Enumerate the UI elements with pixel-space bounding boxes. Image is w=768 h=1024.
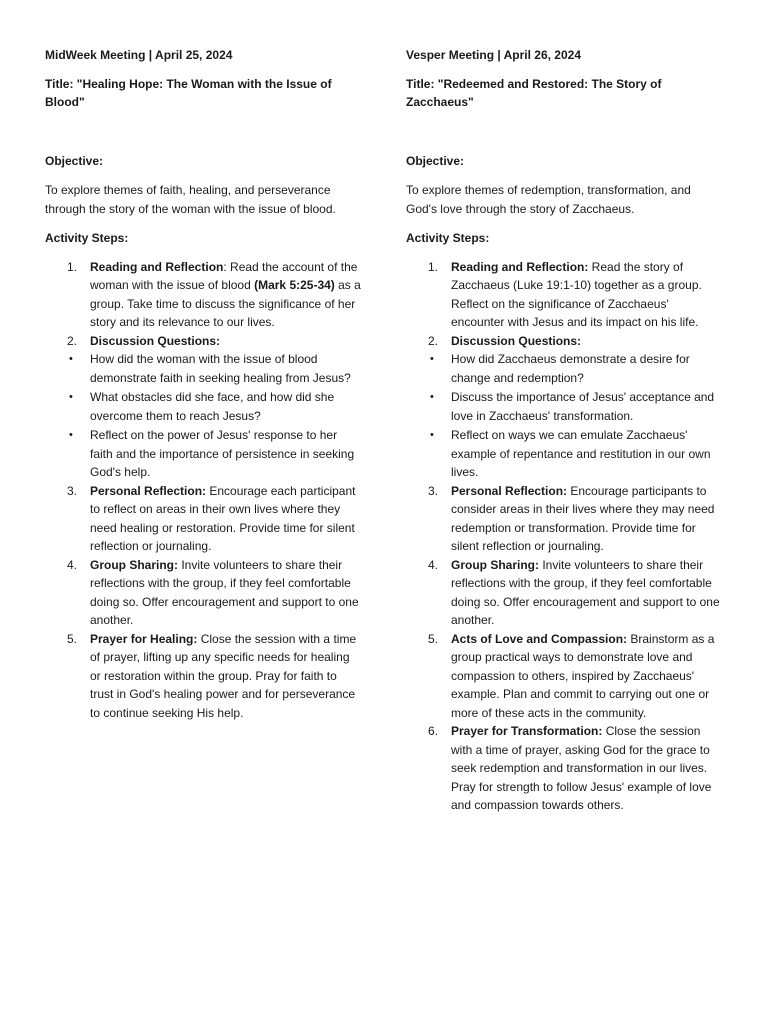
step-bold-text: (Mark 5:25-34): [254, 278, 335, 292]
step-number: 6.: [428, 724, 439, 738]
meeting-heading: Vesper Meeting | April 26, 2024: [406, 48, 581, 62]
activity-step-item: [406, 630, 724, 723]
step-bold-text: Personal Reflection:: [451, 483, 568, 498]
bullet-marker: •: [69, 391, 73, 403]
objective-text: To explore themes of redemption, transformation, and God's love through the story of Zacchaeus.: [406, 183, 691, 216]
step-bold-text: Reading and Reflection:: [451, 259, 589, 274]
step-bold-text: Group Sharing:: [451, 557, 539, 572]
step-text: How did Zacchaeus demonstrate a desire for change and redemption?: [451, 352, 690, 385]
activity-steps-list: [45, 258, 363, 723]
step-number: 4.: [428, 557, 439, 572]
step-text: Encourage participants to consider areas in their lives where they may need redemption or transformation. Provide time for silent reflection or journaling.: [451, 483, 715, 553]
objective-heading: Objective:: [406, 153, 465, 168]
activity-step-item: [406, 332, 724, 351]
step-text: : Read the account of the woman with the issue of blood: [90, 259, 358, 292]
midweek-meeting-column: [45, 46, 363, 722]
discussion-question-item: [406, 426, 724, 482]
step-bold-text: Group Sharing:: [90, 557, 178, 572]
session-title: Title: "Healing Hope: The Woman with the Issue of Blood": [45, 76, 332, 109]
step-number: 5.: [428, 631, 439, 646]
step-number: 1.: [67, 259, 78, 274]
step-text: What obstacles did she face, and how did she overcome them to reach Jesus?: [90, 390, 335, 423]
discussion-question-item: [406, 388, 724, 425]
step-bold-text: Prayer for Healing:: [90, 631, 198, 646]
activity-steps-list: [406, 258, 724, 815]
step-bold-text: Discussion Questions:: [451, 333, 582, 348]
step-text: as a group. Take time to discuss the significance of her story and its relevance to our lives.: [90, 278, 361, 329]
session-title: Title: "Redeemed and Restored: The Story of Zacchaeus": [406, 76, 662, 109]
objective-heading: Objective:: [45, 153, 104, 168]
step-bold-text: Prayer for Transformation:: [451, 724, 603, 738]
discussion-question-item: [45, 388, 363, 425]
step-text: Encourage each participant to reflect on areas in their own lives where they need healing or restoration. Provide time for silent reflection or journaling.: [90, 483, 356, 553]
discussion-question-item: [45, 350, 363, 387]
step-text: Discuss the importance of Jesus' acceptance and love in Zacchaeus' transformation.: [451, 390, 715, 423]
meeting-heading: MidWeek Meeting | April 25, 2024: [45, 48, 233, 62]
activity-steps-heading: Activity Steps:: [406, 231, 490, 245]
step-bold-text: Reading and Reflection: [90, 259, 224, 274]
activity-steps-heading: Activity Steps:: [45, 231, 129, 245]
activity-step-item: [45, 630, 363, 723]
step-text: Read the story of Zacchaeus (Luke 19:1-10) together as a group. Reflect on the significance of Zacchaeus' encounter with Jesus and its impact on his life.: [451, 259, 702, 329]
step-text: Close the session with a time of prayer, lifting up any specific needs for healing or restoration within the group. Pray for faith to trust in God's healing power and for perseverance to continue seeking His help.: [90, 631, 357, 720]
step-bold-text: Acts of Love and Compassion:: [451, 631, 628, 646]
step-bold-text: Personal Reflection:: [90, 483, 207, 498]
activity-step-item: [406, 258, 724, 332]
activity-step-item: [45, 332, 363, 351]
step-text: Reflect on ways we can emulate Zacchaeus' example of repentance and restitution in our own lives.: [451, 428, 711, 479]
step-number: 5.: [67, 631, 78, 646]
step-number: 2.: [67, 333, 78, 348]
bullet-marker: •: [430, 429, 434, 441]
discussion-question-item: [406, 350, 724, 387]
bullet-marker: •: [430, 353, 434, 365]
step-number: 3.: [428, 483, 439, 498]
bullet-marker: •: [430, 391, 434, 403]
activity-step-item: [45, 482, 363, 556]
step-text: Invite volunteers to share their reflections with the group, if they feel comfortable doing so. Offer encouragement and support to one another.: [90, 557, 359, 627]
step-number: 2.: [428, 333, 439, 348]
step-text: Close the session with a time of prayer, asking God for the grace to seek redemption and transformation in our lives. Pray for strength to follow Jesus' example of love and compassion towards others.: [451, 724, 712, 812]
objective-text: To explore themes of faith, healing, and perseverance through the story of the woman with the issue of blood.: [45, 183, 336, 216]
step-text: Reflect on the power of Jesus' response to her faith and the importance of persistence in seeking God's help.: [90, 428, 355, 479]
activity-step-item: [406, 556, 724, 630]
step-bold-text: Discussion Questions:: [90, 333, 221, 348]
activity-step-item: [406, 722, 724, 815]
step-number: 1.: [428, 259, 439, 274]
step-number: 3.: [67, 483, 78, 498]
discussion-question-item: [45, 426, 363, 482]
vesper-meeting-column: [406, 46, 724, 815]
activity-step-item: [45, 556, 363, 630]
step-number: 4.: [67, 557, 78, 572]
activity-step-item: [45, 258, 363, 332]
bullet-marker: •: [69, 353, 73, 365]
step-text: How did the woman with the issue of blood demonstrate faith in seeking healing from Jesus?: [90, 352, 351, 385]
bullet-marker: •: [69, 429, 73, 441]
activity-step-item: [406, 482, 724, 556]
step-text: Brainstorm as a group practical ways to demonstrate love and compassion to others, inspired by Zacchaeus' example. Plan and commit to carrying out one or more of these acts in the community.: [451, 631, 715, 720]
step-text: Invite volunteers to share their reflections with the group, if they feel comfortable doing so. Offer encouragement and support to one another.: [451, 557, 720, 627]
